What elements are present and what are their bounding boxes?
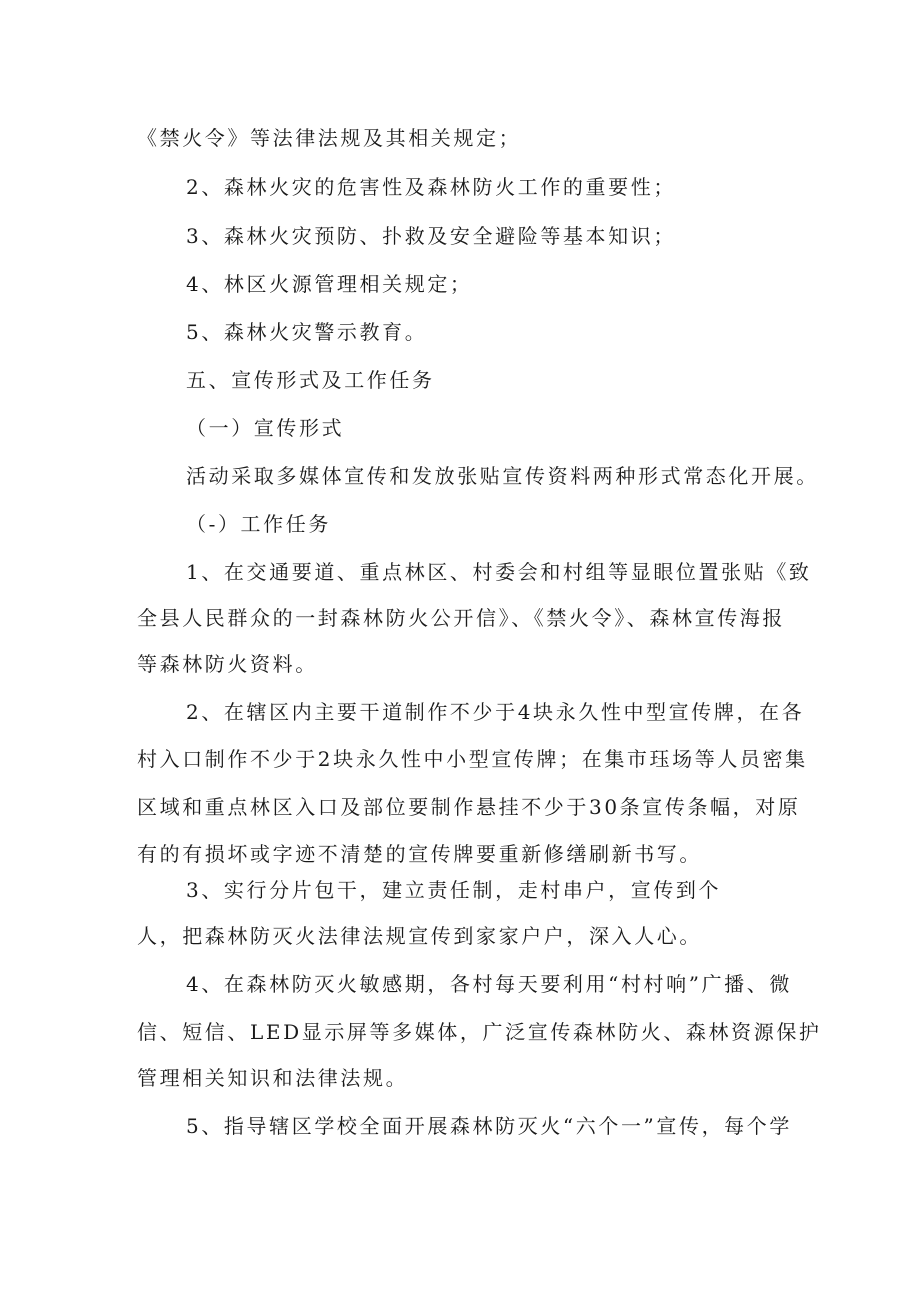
paragraph-line: 1、在交通要道、重点林区、村委会和村组等显眼位置张贴《致 <box>186 560 812 584</box>
list-item: 4、林区火源管理相关规定； <box>186 272 473 296</box>
paragraph-line: 信、短信、LED显示屏等多媒体，广泛宣传森林防火、森林资源保护 <box>137 1020 822 1044</box>
paragraph-line: 全县人民群众的一封森林防火公开信》、《禁火令》、森林宣传海报 <box>137 606 785 630</box>
subsection-heading: （-）工作任务 <box>186 512 331 536</box>
paragraph-line: 2、在辖区内主要干道制作不少于4块永久性中型宣传牌，在各 <box>186 700 805 724</box>
list-item: 3、森林火灾预防、扑救及安全避险等基本知识； <box>186 224 676 248</box>
list-item: 5、森林火灾警示教育。 <box>186 320 428 344</box>
paragraph-line: 村入口制作不少于2块永久性中小型宣传牌；在集市珏场等人员密集 <box>137 747 808 771</box>
list-item: 2、森林火灾的危害性及森林防火工作的重要性； <box>186 175 676 199</box>
paragraph-line: 活动采取多媒体宣传和发放张贴宣传资料两种形式常态化开展。 <box>186 464 819 488</box>
section-heading: 五、宣传形式及工作任务 <box>186 368 435 392</box>
paragraph-line: 管理相关知识和法律法规。 <box>137 1066 409 1090</box>
subsection-heading: （一）宣传形式 <box>186 416 345 440</box>
paragraph-line: 人，把森林防灭火法律法规宣传到家家户户，深入人心。 <box>137 924 702 948</box>
paragraph-line: 4、在森林防灭火敏感期，各村每天要利用“村村响”广播、微 <box>186 972 792 996</box>
paragraph-line: 3、实行分片包干，建立责任制，走村串户，宣传到个 <box>186 878 722 902</box>
paragraph-line: 有的有损坏或字迹不清楚的宣传牌要重新修缮刷新书写。 <box>137 842 702 866</box>
paragraph-line: 等森林防火资料。 <box>137 652 318 676</box>
paragraph-line: 5、指导辖区学校全面开展森林防灭火“六个一”宣传，每个学 <box>186 1114 792 1138</box>
text-line: 《禁火令》等法律法规及其相关规定； <box>137 126 522 150</box>
paragraph-line: 区域和重点林区入口及部位要制作悬挂不少于30条宣传条幅，对原 <box>137 795 801 819</box>
